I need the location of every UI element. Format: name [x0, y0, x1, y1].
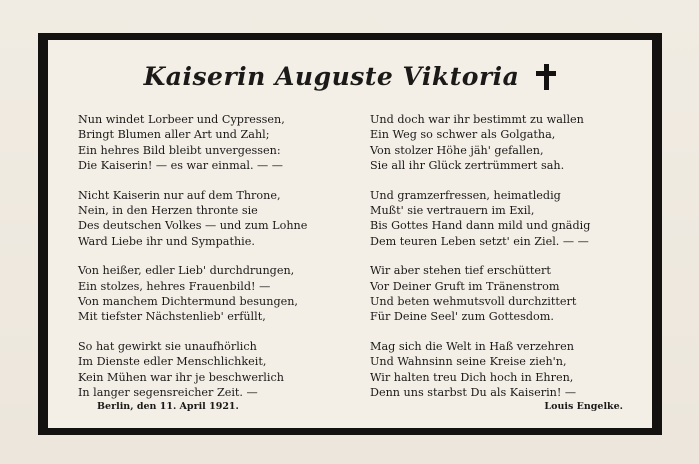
verse-line: Im Dienste edler Menschlichkeit, [78, 355, 267, 369]
verse-line: Und Wahnsinn seine Kreise zieh'n, [370, 355, 567, 369]
verse-line: So hat gewirkt sie unaufhörlich [78, 339, 257, 353]
verse-line: Wir halten treu Dich hoch in Ehren, [370, 370, 574, 384]
verse-line: Von heißer, edler Lieb' durchdrungen, [78, 264, 295, 278]
verse-line: Mag sich die Welt in Haß verzehren [370, 339, 574, 353]
verse-line: Die Kaiserin! — es war einmal. — — [78, 159, 283, 173]
title-row [48, 62, 652, 91]
verse-line: Vor Deiner Gruft im Tränenstrom [370, 279, 560, 293]
verse-line: Sie all ihr Glück zertrümmert sah. [370, 159, 565, 173]
verse-line: Und gramzerfressen, heimatledig [370, 188, 561, 202]
verse-line: Des deutschen Volkes — und zum Lohne [78, 219, 308, 233]
verse-line: Kein Mühen war ihr je beschwerlich [78, 370, 284, 384]
verse-line: Nicht Kaiserin nur auf dem Throne, [78, 188, 281, 202]
poem-column-left [78, 112, 307, 401]
verse-line: Nun windet Lorbeer und Cypressen, [78, 113, 285, 126]
stanza [370, 339, 590, 401]
verse-line: Ward Liebe ihr und Sympathie. [78, 234, 255, 248]
verse-line: Bis Gottes Hand dann mild und gnädig [370, 219, 591, 233]
poem-column-right [370, 112, 590, 401]
verse-line: Dem teuren Leben setzt' ein Ziel. — — [370, 234, 589, 248]
verse-line: In langer segensreicher Zeit. — [78, 386, 258, 400]
verse-line: Für Deine Seel' zum Gottesdom. [370, 310, 554, 324]
verse-line: Ein hehres Bild bleibt unvergessen: [78, 143, 281, 157]
place-date: Berlin, den 11. April 1921. [97, 401, 239, 412]
verse-line: Von stolzer Höhe jäh' gefallen, [370, 143, 544, 157]
verse-line: Mit tiefster Nächstenlieb' erfüllt, [78, 310, 266, 324]
mourning-border-frame [38, 33, 662, 435]
verse-line: Bringt Blumen aller Art und Zahl; [78, 128, 270, 142]
verse-line: Ein stolzes, hehres Frauenbild! — [78, 279, 271, 293]
author-signature: Louis Engelke. [544, 401, 623, 412]
stanza [78, 339, 307, 401]
stanza [78, 188, 307, 250]
stanza [370, 188, 590, 250]
verse-line: Nein, in den Herzen thronte sie [78, 204, 258, 218]
verse-line: Denn uns starbst Du als Kaiserin! — [370, 386, 577, 400]
verse-line: Von manchem Dichtermund besungen, [78, 295, 298, 309]
verse-line: Und doch war ihr bestimmt zu wallen [370, 113, 584, 126]
stanza [370, 263, 590, 325]
poem-title: Kaiserin Auguste Viktoria [143, 62, 520, 91]
stanza [78, 112, 307, 174]
verse-line: Mußt' sie vertrauern im Exil, [370, 204, 535, 218]
cross-icon [536, 64, 556, 90]
stanza [370, 112, 590, 174]
verse-line: Ein Weg so schwer als Golgatha, [370, 128, 556, 142]
verse-line: Und beten wehmutsvoll durchzittert [370, 295, 577, 309]
stanza [78, 263, 307, 325]
verse-line: Wir aber stehen tief erschüttert [370, 264, 551, 278]
